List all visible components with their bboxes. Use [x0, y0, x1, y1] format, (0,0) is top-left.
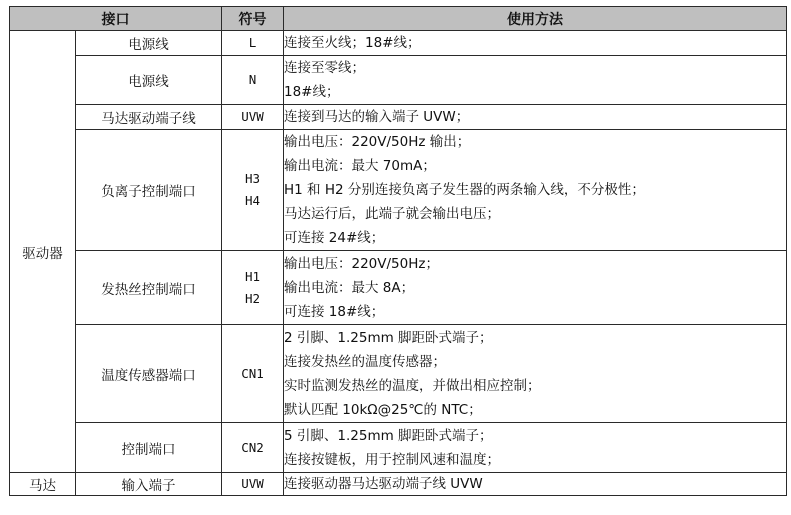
symbol-cell [222, 325, 284, 423]
usage-cell [284, 105, 787, 130]
symbol-text: N [248, 72, 257, 87]
symbol-text: L [248, 35, 257, 50]
interface-name: 负离子控制端口 [76, 130, 222, 251]
symbol-cell [222, 423, 284, 473]
usage-line: 马达运行后，此端子就会输出电压； [284, 206, 500, 222]
group-motor: 马达 [10, 473, 76, 496]
usage-line: 输出电压：220V/50Hz 输出； [284, 134, 471, 150]
table-row [10, 251, 787, 325]
symbol-text: H1 [244, 268, 261, 284]
symbol-text: H2 [244, 290, 261, 306]
usage-line: 默认匹配 10kΩ@25℃的 NTC； [284, 401, 482, 418]
symbol-text: CN1 [241, 365, 264, 381]
usage-cell [284, 473, 787, 496]
header-symbol: 符号 [222, 7, 284, 31]
table-row [10, 423, 787, 473]
table-row [10, 325, 787, 423]
usage-line: 连接至零线； [284, 60, 365, 76]
interface-spec-table [9, 6, 787, 496]
usage-line: 连接发热丝的温度传感器； [284, 353, 446, 370]
usage-line: 实时监测发热丝的温度，并做出相应控制； [284, 377, 541, 394]
symbol-text: H3 [244, 171, 261, 186]
usage-line: 连接驱动器马达驱动端子线 UVW [284, 476, 483, 492]
interface-name: 输入端子 [76, 473, 222, 496]
header-usage: 使用方法 [284, 7, 787, 31]
table-row [10, 130, 787, 251]
interface-name: 电源线 [76, 56, 222, 105]
interface-name: 发热丝控制端口 [76, 251, 222, 325]
usage-cell [284, 31, 787, 56]
usage-line: 可连接 24#线； [284, 230, 385, 246]
interface-name: 温度传感器端口 [76, 325, 222, 423]
usage-line: 连接到马达的输入端子 UVW； [284, 109, 470, 125]
usage-line: 连接至火线；18#线； [284, 35, 421, 51]
interface-name: 电源线 [76, 31, 222, 56]
symbol-text: UVW [241, 476, 264, 491]
usage-line: 5 引脚、1.25mm 脚距卧式端子； [284, 427, 493, 444]
usage-cell [284, 251, 787, 325]
symbol-cell [222, 56, 284, 105]
header-row [10, 7, 787, 31]
usage-line: 2 引脚、1.25mm 脚距卧式端子； [284, 329, 493, 346]
usage-line: 输出电压：220V/50Hz； [284, 255, 439, 272]
usage-line: 18#线； [284, 84, 340, 100]
table-row [10, 31, 787, 56]
table-row [10, 105, 787, 130]
symbol-text: CN2 [241, 439, 264, 455]
group-driver: 驱动器 [10, 31, 76, 473]
usage-line: 输出电流：最大 70mA； [284, 158, 436, 174]
table-row [10, 56, 787, 105]
symbol-cell [222, 251, 284, 325]
interface-name: 控制端口 [76, 423, 222, 473]
usage-cell [284, 130, 787, 251]
header-interface: 接口 [10, 7, 222, 31]
table-row [10, 473, 787, 496]
symbol-text: H4 [244, 193, 261, 208]
usage-cell [284, 325, 787, 423]
symbol-cell [222, 105, 284, 130]
usage-line: 连接按键板，用于控制风速和温度； [284, 451, 500, 468]
symbol-cell [222, 31, 284, 56]
symbol-cell [222, 130, 284, 251]
symbol-cell [222, 473, 284, 496]
usage-cell [284, 56, 787, 105]
usage-cell [284, 423, 787, 473]
usage-line: H1 和 H2 分别连接负离子发生器的两条输入线，不分极性； [284, 182, 645, 198]
interface-name: 马达驱动端子线 [76, 105, 222, 130]
usage-line: 输出电流：最大 8A； [284, 279, 415, 296]
usage-line: 可连接 18#线； [284, 303, 385, 320]
symbol-text: UVW [241, 109, 264, 124]
